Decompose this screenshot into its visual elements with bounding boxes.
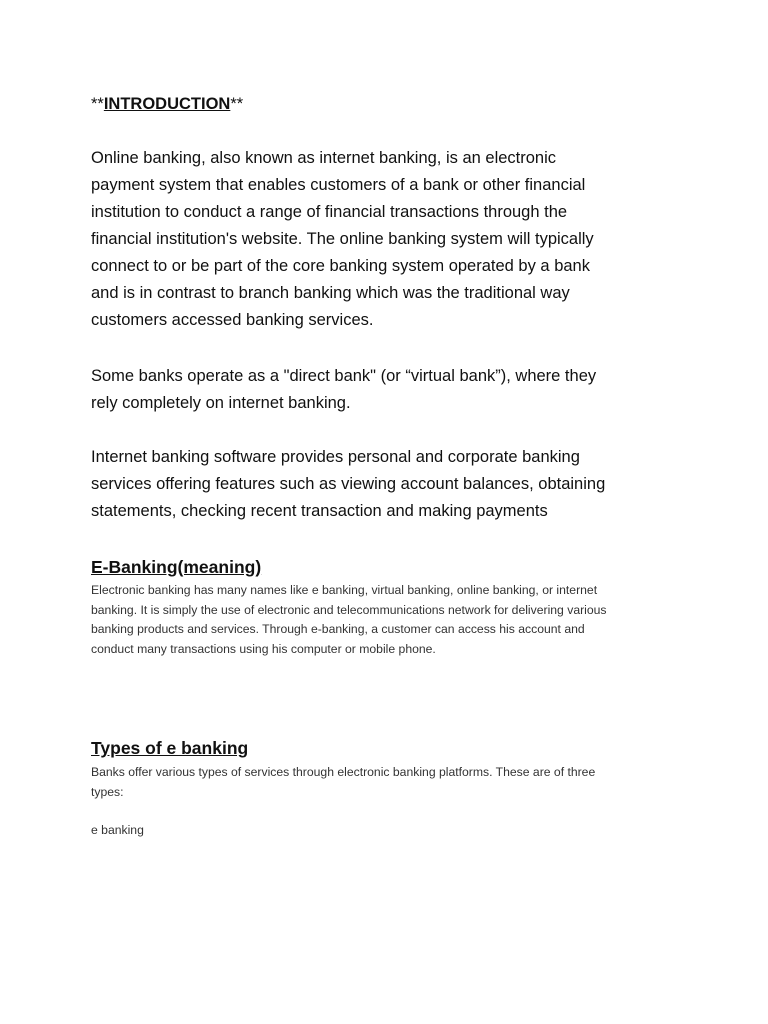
- paragraph-line: Electronic banking has many names like e banking, virtual banking, online banking, or internet: [91, 583, 598, 597]
- paragraph-line: services offering features such as viewing account balances, obtaining: [91, 475, 606, 493]
- intro-paragraph-1: [91, 145, 691, 334]
- intro-paragraph-2: [91, 363, 691, 417]
- types-paragraph: [91, 763, 691, 802]
- paragraph-line: banking. It is simply the use of electronic and telecommunications network for delivering various: [91, 602, 607, 617]
- paragraph-line: statements, checking recent transaction and making payments: [91, 502, 548, 520]
- paragraph-line: payment system that enables customers of a bank or other financial: [91, 176, 586, 194]
- intro-heading: [91, 93, 243, 115]
- paragraph-line: Some banks operate as a "direct bank" (or “virtual bank”), where they: [91, 367, 597, 385]
- paragraph-line: Internet banking software provides personal and corporate banking: [91, 448, 580, 466]
- paragraph-line: and is in contrast to branch banking which was the traditional way: [91, 284, 570, 302]
- paragraph-line: connect to or be part of the core banking system operated by a bank: [91, 257, 590, 275]
- meaning-paragraph: [91, 581, 691, 659]
- intro-title: INTRODUCTION: [103, 95, 231, 113]
- intro-prefix: **: [91, 95, 104, 113]
- list-item: e banking: [91, 823, 144, 837]
- paragraph-line: financial institution's website. The online banking system will typically: [91, 230, 594, 248]
- paragraph-line: types:: [91, 784, 124, 799]
- paragraph-line: Online banking, also known as internet banking, is an electronic: [91, 149, 557, 167]
- paragraph-line: rely completely on internet banking.: [91, 394, 351, 412]
- intro-suffix: **: [230, 95, 244, 113]
- intro-paragraph-3: [91, 444, 691, 525]
- paragraph-line: institution to conduct a range of financial transactions through the: [91, 203, 568, 221]
- paragraph-line: conduct many transactions using his computer or mobile phone.: [91, 641, 436, 656]
- paragraph-line: Banks offer various types of services through electronic banking platforms. These are of three: [91, 765, 596, 779]
- paragraph-line: banking products and services. Through e-banking, a customer can access his account and: [91, 622, 585, 636]
- types-list-item: [91, 821, 691, 841]
- paragraph-line: customers accessed banking services.: [91, 311, 374, 329]
- section-heading-types: Types of e banking: [91, 738, 249, 758]
- section-heading-meaning: E-Banking(meaning): [91, 557, 262, 577]
